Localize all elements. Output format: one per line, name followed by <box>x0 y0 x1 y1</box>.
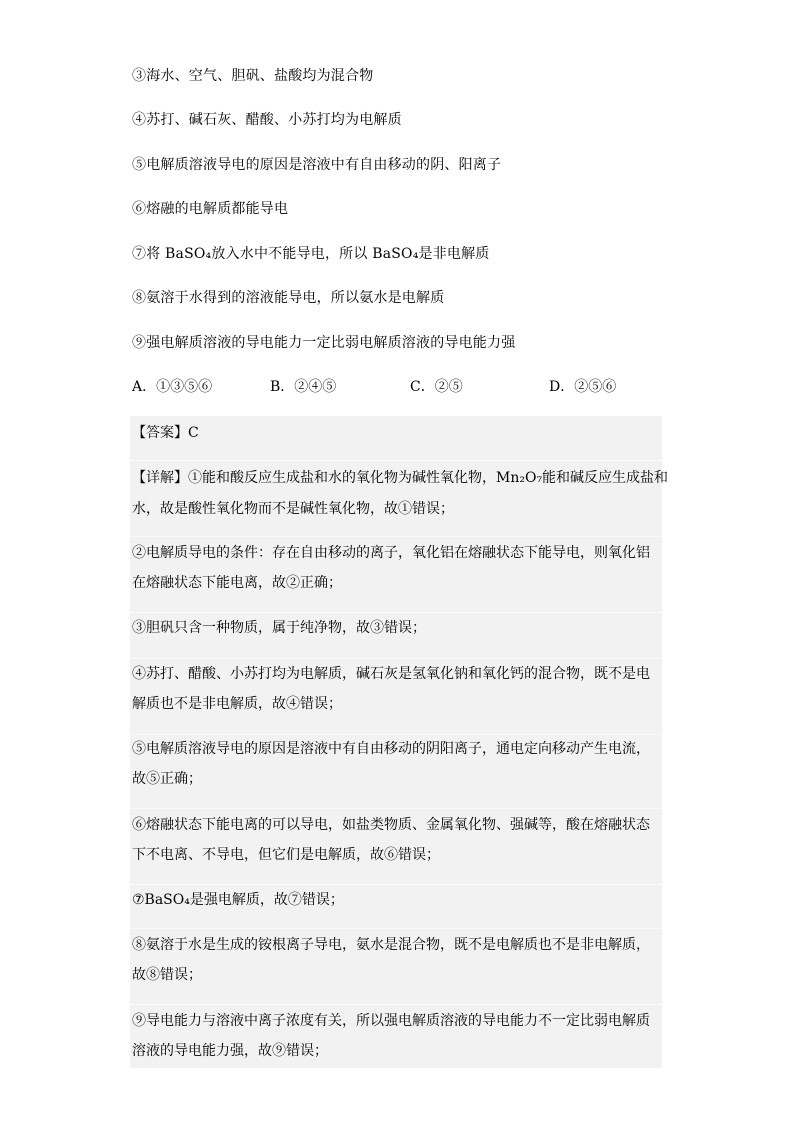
answer-label: 【答案】C <box>132 425 199 441</box>
statement-8: ⑧氨溶于水得到的溶液能导电，所以氨水是电解质 <box>132 290 445 306</box>
option-b: B．②④⑤ <box>270 379 337 395</box>
option-a: A．①③⑤⑥ <box>132 379 213 395</box>
explanation-line: ⑦BaSO₄是强电解质，故⑦错误； <box>132 892 344 908</box>
paragraph-divider <box>130 884 662 885</box>
statement-7: ⑦将 BaSO₄放入水中不能导电，所以 BaSO₄是非电解质 <box>132 246 490 262</box>
explanation-line: 【详解】①能和酸反应生成盐和水的氧化物为碱性氧化物，Mn₂O₇能和碱反应生成盐和 <box>132 470 669 486</box>
statement-4: ④苏打、碱石灰、醋酸、小苏打均为电解质 <box>132 112 402 128</box>
explanation-line: ⑥熔融状态下能电离的可以导电，如盐类物质、金属氧化物、强碱等，酸在熔融状态 <box>132 817 650 833</box>
explanation-line: 解质也不是非电解质，故④错误； <box>132 696 342 712</box>
paragraph-divider <box>130 658 662 659</box>
statement-9: ⑨强电解质溶液的导电能力一定比弱电解质溶液的导电能力强 <box>132 335 516 351</box>
explanation-line: 水，故是酸性氧化物而不是碱性氧化物，故①错误； <box>132 501 454 517</box>
explanation-line: ⑤电解质溶液导电的原因是溶液中有自由移动的阴阳离子，通电定向移动产生电流， <box>132 741 650 757</box>
paragraph-divider <box>130 928 662 929</box>
explanation-line: ⑧氨溶于水是生成的铵根离子导电，氨水是混合物，既不是电解质也不是非电解质， <box>132 937 650 953</box>
statement-3: ③海水、空气、胆矾、盐酸均为混合物 <box>132 68 374 84</box>
explanation-line: ③胆矾只含一种物质，属于纯净物，故③错误； <box>132 620 426 636</box>
paragraph-divider <box>130 612 662 613</box>
paragraph-divider <box>130 1004 662 1005</box>
explanation-line: 溶液的导电能力强，故⑨错误； <box>132 1043 328 1059</box>
explanation-line: ⑨导电能力与溶液中离子浓度有关，所以强电解质溶液的导电能力不一定比弱电解质 <box>132 1013 650 1029</box>
explanation-line: 故⑧错误； <box>132 967 202 983</box>
explanation-line: 在熔融状态下能电离，故②正确； <box>132 575 342 591</box>
option-d: D．②⑤⑥ <box>549 379 617 395</box>
explanation-line: ②电解质导电的条件：存在自由移动的离子，氧化铝在熔融状态下能导电，则氧化铝 <box>132 545 650 561</box>
paragraph-divider <box>130 734 662 735</box>
statement-5: ⑤电解质溶液导电的原因是溶液中有自由移动的阴、阳离子 <box>132 157 502 173</box>
statement-6: ⑥熔融的电解质都能导电 <box>132 201 289 217</box>
answer-explanation-block <box>130 416 669 1068</box>
paragraph-divider <box>130 460 662 461</box>
explanation-line: ④苏打、醋酸、小苏打均为电解质，碱石灰是氢氧化钠和氧化钙的混合物，既不是电 <box>132 666 650 682</box>
paragraph-divider <box>130 536 662 537</box>
explanation-line: 故⑤正确； <box>132 771 202 787</box>
paragraph-divider <box>130 808 662 809</box>
option-c: C．②⑤ <box>410 379 463 395</box>
explanation-line: 下不电离、不导电，但它们是电解质，故⑥错误； <box>132 847 440 863</box>
